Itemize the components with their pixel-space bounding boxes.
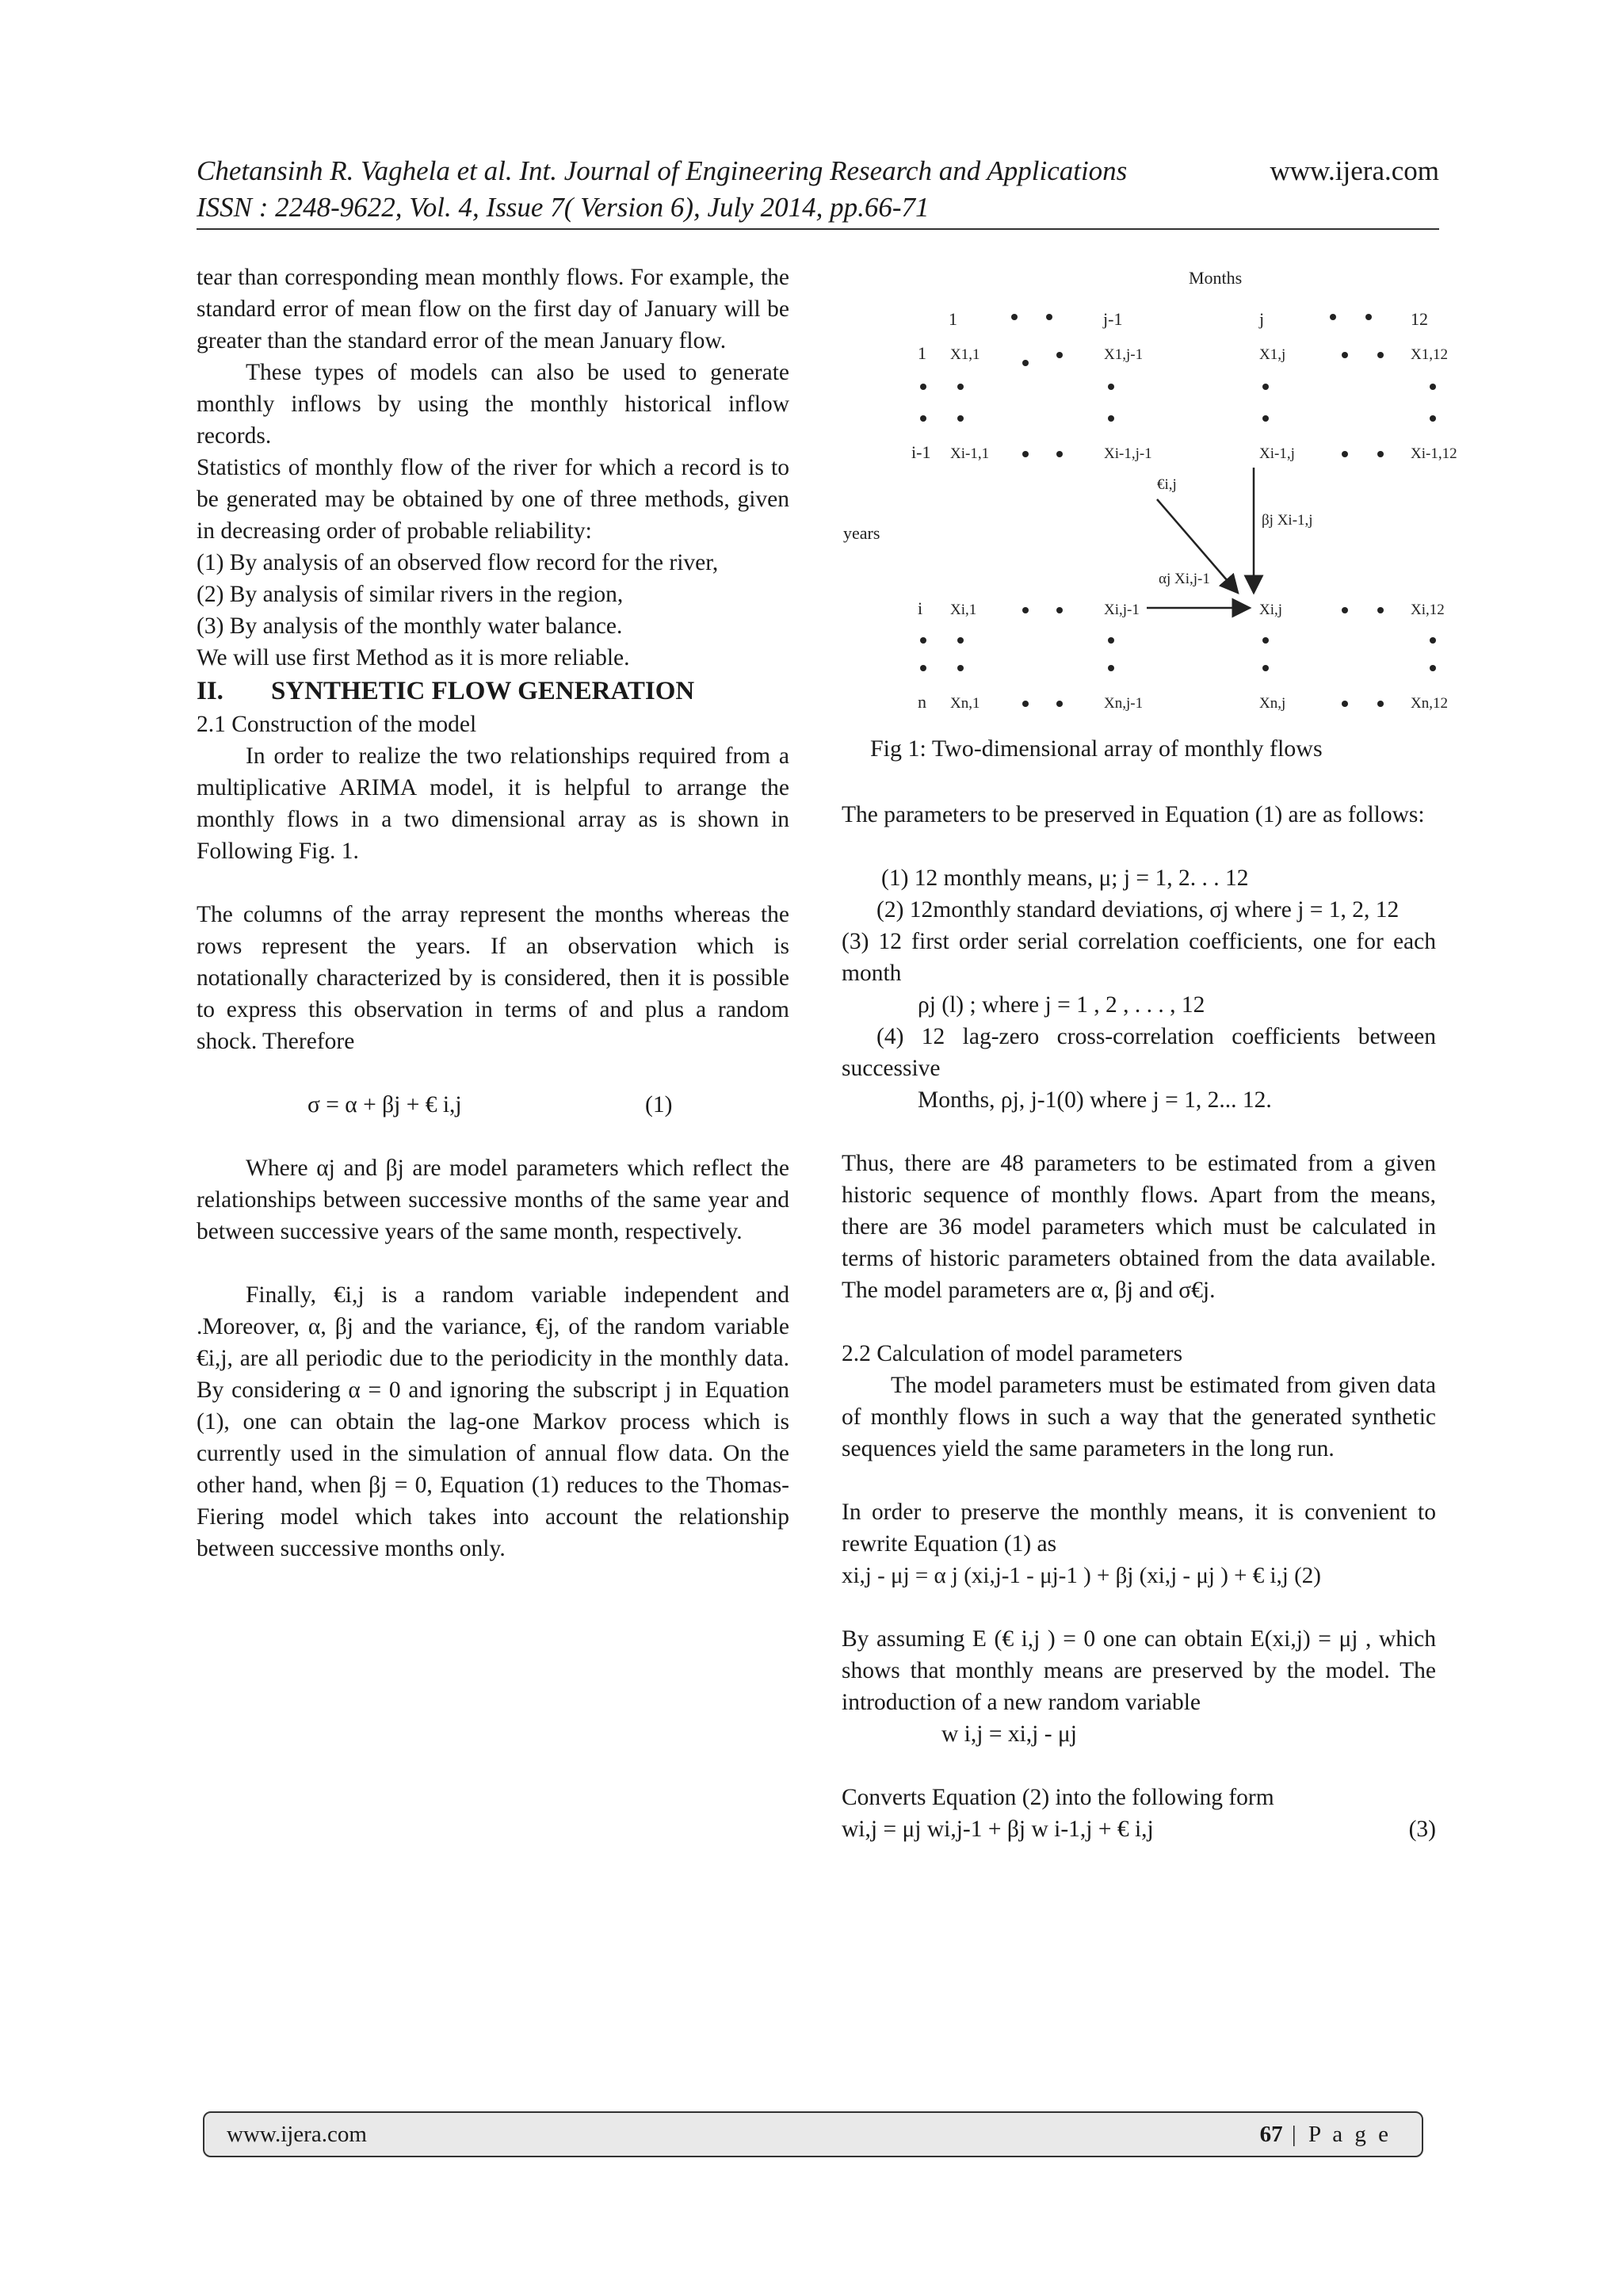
cell: Xi-1,j — [1259, 445, 1295, 462]
paragraph: The model parameters must be estimated from given data of monthly flows in such a way that the generated synthetic sequences yield the same parameters in the long run. — [842, 1373, 1436, 1461]
equation-3 — [842, 1813, 1436, 1845]
cell: Xn,1 — [950, 695, 980, 712]
row-label: n — [918, 692, 926, 712]
equation-text: wi,j = μj wi,j-1 + βj w i-1,j + € i,j — [842, 1817, 1154, 1842]
equation-number: (3) — [1408, 1817, 1436, 1842]
footer-site-link[interactable]: www.ijera.com — [227, 2122, 367, 2147]
cell: Xn,j-1 — [1104, 695, 1144, 712]
cell: Xi,j — [1259, 602, 1283, 618]
page-footer — [203, 2111, 1423, 2157]
section-heading — [197, 674, 789, 709]
equation: w i,j = xi,j - μj — [941, 1721, 1077, 1747]
header-site-link[interactable]: www.ijera.com — [1270, 155, 1439, 186]
list-item: (1) By analysis of an observed flow record for the river, — [197, 550, 719, 575]
header-citation: Chetansinh R. Vaghela et al. Int. Journal of Engineering Research and Applications — [197, 155, 1128, 186]
left-column — [197, 262, 789, 1564]
figure-title: Months — [1189, 268, 1243, 288]
list-item: (2) 12monthly standard deviations, σj where j = 1, 2, 12 — [876, 897, 1400, 923]
col-label: 12 — [1411, 309, 1428, 329]
list-item-cont: ρj (l) ; where j = 1 , 2 , . . . , 12 — [918, 992, 1205, 1018]
cell: Xi-1,12 — [1411, 445, 1457, 462]
row-label: i — [918, 598, 923, 618]
running-header — [197, 153, 1439, 189]
paragraph: The parameters to be preserved in Equation (1) are as follows: — [842, 802, 1425, 827]
equation-2: xi,j - μj = α j (xi,j-1 - μj-1 ) + βj (xi,j - μj ) + € i,j (2) — [842, 1563, 1321, 1588]
cell: Xn,j — [1259, 695, 1286, 712]
subsection-heading: 2.1 Construction of the model — [197, 712, 477, 737]
header-divider — [197, 228, 1439, 230]
page-number-value: 67 — [1259, 2122, 1283, 2147]
cell: Xn,12 — [1411, 695, 1448, 712]
paragraph: tear than corresponding mean monthly flows. For example, the standard error of mean flow on the first day of January will be greater than the standard error of the mean January flow. — [197, 265, 789, 353]
figure-caption: Fig 1: Two-dimensional array of monthly flows — [870, 735, 1323, 762]
equation-number: (1) — [645, 1092, 673, 1117]
paragraph: In order to realize the two relationships required from a multiplicative ARIMA model, it is helpful to arrange the monthly flows in a two dimensional array as is shown in Following Fig. 1. — [197, 743, 789, 864]
cell: X1,j — [1259, 346, 1286, 363]
col-label: j — [1259, 309, 1265, 329]
list-item: (4) 12 lag-zero cross-correlation coefficients between successive — [842, 1024, 1436, 1081]
ellipsis-dots — [920, 314, 1436, 707]
beta-label: βj Xi-1,j — [1262, 512, 1313, 529]
figure-two-dimensional-array — [842, 262, 1457, 721]
row-label: 1 — [918, 343, 926, 363]
list-item: (3) By analysis of the monthly water balance. — [197, 613, 623, 639]
row-label: i-1 — [911, 442, 931, 462]
paragraph: Thus, there are 48 parameters to be estimated from a given historic sequence of monthly flows. Apart from the means, there are 36 model parameters which must be calculated in terms of historic parameters obtained from the data available. The model parameters are α, βj and σ€j. — [842, 1151, 1436, 1303]
paragraph: Statistics of monthly flow of the river for which a record is to be generated may be obtained by one of three methods, given in decreasing order of probable reliability: — [197, 455, 789, 544]
page-number — [1260, 2122, 1392, 2148]
subsection-heading: 2.2 Calculation of model parameters — [842, 1341, 1183, 1366]
alpha-label: αj Xi,j-1 — [1159, 571, 1210, 587]
equation-1 — [197, 1089, 789, 1121]
paragraph: Where αj and βj are model parameters which reflect the relationships between successive months of the same year and between successive years of the same month, respectively. — [197, 1156, 789, 1244]
cell: X1,1 — [950, 346, 980, 363]
list-item: (2) By analysis of similar rivers in the region, — [197, 582, 624, 607]
cell: Xi-1,j-1 — [1104, 445, 1152, 462]
cell: X1,12 — [1411, 346, 1448, 363]
col-label: 1 — [949, 309, 957, 329]
cell: Xi,1 — [950, 602, 977, 618]
section-number: II. — [197, 677, 223, 705]
cell: X1,j-1 — [1104, 346, 1144, 363]
cell: Xi-1,1 — [950, 445, 990, 462]
col-label: j-1 — [1103, 309, 1123, 329]
paragraph: In order to preserve the monthly means, it is convenient to rewrite Equation (1) as — [842, 1499, 1436, 1557]
paragraph: We will use first Method as it is more reliable. — [197, 645, 630, 670]
paragraph: These types of models can also be used to generate monthly inflows by using the monthly historical inflow records. — [197, 360, 789, 449]
right-column — [842, 799, 1436, 1845]
paragraph: The columns of the array represent the months whereas the rows represent the years. If an observation which is notationally characterized by is considered, then it is possible to express this observation in terms of and plus a random shock. Therefore — [197, 902, 789, 1054]
equation-text: σ = α + βj + € i,j — [307, 1092, 462, 1117]
list-item-cont: Months, ρj, j-1(0) where j = 1, 2... 12. — [918, 1087, 1272, 1113]
cell: Xi,j-1 — [1104, 602, 1140, 618]
paragraph: Finally, €i,j is a random variable independent and .Moreover, α, βj and the variance, €j, of the random variable €i,j, are all periodic due to the periodicity in the monthly data. By considering α = 0 and ignoring the subscript j in Equation (1), one can obtain the lag-one Markov process which is currently used in the simulation of annual flow data. On the other hand, when βj = 0, Equation (1) reduces to the Thomas-Fiering model which takes into account the relationship between successive months only. — [197, 1282, 789, 1561]
page-label: | P a g e — [1282, 2122, 1392, 2147]
header-issn: ISSN : 2248-9622, Vol. 4, Issue 7( Version 6), July 2014, pp.66-71 — [197, 192, 930, 223]
list-item: (1) 12 monthly means, μ; j = 1, 2. . . 12 — [881, 865, 1249, 891]
list-item: (3) 12 first order serial correlation coefficients, one for each month — [842, 929, 1436, 986]
cell: Xi,12 — [1411, 602, 1445, 618]
paragraph: By assuming E (€ i,j ) = 0 one can obtain E(xi,j) = μj , which shows that monthly means are preserved by the model. The introduction of a new random variable — [842, 1626, 1436, 1715]
paragraph: Converts Equation (2) into the following form — [842, 1785, 1274, 1810]
section-title: SYNTHETIC FLOW GENERATION — [271, 677, 695, 705]
y-axis-label: years — [843, 523, 880, 543]
epsilon-label: €i,j — [1157, 476, 1177, 493]
